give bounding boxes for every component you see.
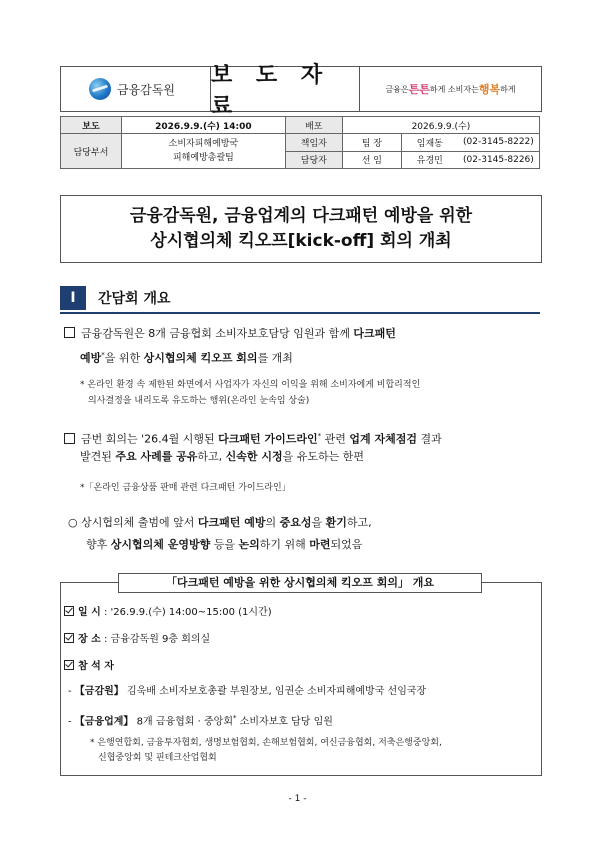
checkbox-checked-icon [64,633,74,643]
paragraph-1-cont [80,346,293,368]
overview-date-row [64,605,272,621]
overview-footnote-line-2: 신협중앙회 및 핀테크산업협회 [98,753,217,763]
press-header [60,63,542,119]
overview-attendees-row [64,659,114,675]
footnote-mark: * [317,432,322,440]
paragraph-3 [68,514,372,532]
slogan-emphasis: 튼튼 [408,83,430,96]
footnote-mark: * [232,714,237,722]
headline-box [60,195,542,263]
team-name-line: 피해예방총괄팀 [172,153,234,163]
text: 상시협의체 출범에 앞서 [81,516,198,529]
text-emphasis: 상시협의체 킥오프 회의 [143,351,258,365]
dept-name [122,134,286,169]
dept-label: 담당부서 [61,134,122,169]
footnote-2: *「온라인 금융상품 판매 관련 다크패턴 가이드라인」 [80,483,291,493]
text: 금융감독원은 8개 금융협회 소비자보호담당 임원과 함께 [81,327,354,340]
text-emphasis: 상시협의체 운영방향 [110,538,211,551]
text-emphasis: 업계 자체점검 [349,432,417,446]
text-emphasis: 다크패턴 가이드라인 [218,432,318,446]
text-emphasis: 다크패턴 [353,327,396,340]
dist-date: 2026.9.9.(수) [342,117,539,134]
text-emphasis: 논의 [238,538,260,551]
text: 의 [265,516,280,529]
resp-label: 책임자 [285,134,342,152]
staff-phone: (02-3145-8226) [458,151,540,169]
slogan-emphasis: 행복 [478,83,501,96]
text: 하기 위해 [259,538,310,551]
paragraph-1 [64,325,396,343]
slogan-text: 하게 [500,84,516,94]
industry-attendees: 8개 금융협회 · 중앙회 [133,716,233,728]
slogan [360,67,541,111]
text: 하고, [197,450,226,463]
text-emphasis: 주요 사례를 공유 [115,450,198,463]
press-title: 보 도 자 료 [211,63,331,119]
text: 을 유도하는 한편 [282,450,365,463]
page-number: - 1 - [288,794,307,804]
paragraph-2 [64,427,442,449]
slogan-text: 금융은 [385,84,409,94]
text-emphasis: 신속한 시정 [225,450,283,463]
text-emphasis: 예방 [80,351,102,365]
fss-tag: 【금감원】 [74,686,124,697]
section-underline [60,312,540,314]
overview-footnote-line-1: * 은행연합회, 금융투자협회, 생명보험협회, 손해보험협회, 여신금융협회, 저축은행중앙회, [90,738,442,748]
text: 하고, [346,516,372,529]
attendee-industry-row [68,710,333,730]
text-emphasis: 중요성 [279,516,312,529]
text: 금번 회의는 '26.4월 시행된 [81,432,219,446]
overview-place-row [64,632,210,648]
text: 관련 [321,432,350,446]
report-label: 보도 [61,117,122,134]
attendee-fss-row [68,684,426,700]
footnote-1-line-1: * 온라인 환경 속 제한된 화면에서 사업자가 자신의 이익을 위해 소비자에게 비합리적인 [80,380,421,390]
square-bullet-icon [64,433,75,444]
resp-title: 팀 장 [342,134,401,152]
release-info-table [60,116,540,169]
text: 을 [311,516,326,529]
place-label: 장 소 [78,634,101,645]
industry-tag: 【금융업계】 [74,716,134,728]
section-title: 간담회 개요 [98,291,171,307]
headline-line-2: 상시협의체 킥오프[kick-off] 회의 개최 [150,231,452,251]
staff-label: 담당자 [285,151,342,169]
place-value: : 금융감독원 9층 회의실 [104,634,211,645]
report-date: 2026.9.9.(수) 14:00 [122,117,286,134]
industry-attendees-role: 소비자보호 담당 임원 [236,716,333,728]
overview-title: 「다크패턴 예방을 위한 상시협의체 킥오프 회의」 개요 [118,573,482,593]
paragraph-2-cont [80,448,364,466]
date-value: : '26.9.9.(수) 14:00~15:00 (1시간) [104,607,272,618]
dash-bullet: - [68,686,75,697]
footnote-mark: * [101,351,105,359]
staff-title: 선 임 [342,151,401,169]
dept-name-line: 소비자피해예방국 [168,139,239,149]
checkbox-checked-icon [64,606,74,616]
section-number: I [60,286,86,310]
text: 향후 [86,538,111,551]
fss-attendees: 김욱배 소비자보호총괄 부원장보, 임권순 소비자피해예방국 선임국장 [123,686,427,697]
attendees-label: 참 석 자 [78,661,114,672]
circle-bullet-icon: ○ [68,516,82,529]
checkbox-checked-icon [64,660,74,670]
text: 결과 [416,432,442,446]
org-logo [61,67,211,111]
staff-name: 유경민 [401,151,458,169]
text: 등을 [210,538,239,551]
text-emphasis: 다크패턴 예방 [197,516,266,529]
text: 되었음 [330,538,363,551]
org-name: 금융감독원 [117,82,175,97]
text-emphasis: 환기 [325,516,347,529]
date-label: 일 시 [78,607,101,618]
headline-line-1: 금융감독원, 금융업계의 다크패턴 예방을 위한 [129,206,473,226]
resp-phone: (02-3145-8222) [458,134,540,152]
dist-label: 배포 [285,117,342,134]
slogan-text: 하게 소비자는 [429,84,479,94]
square-bullet-icon [64,327,75,338]
text-emphasis: 마련 [309,538,331,551]
text: 를 개최 [257,351,293,365]
resp-name: 임재동 [401,134,458,152]
paragraph-3-cont [86,536,362,554]
dash-bullet: - [68,716,75,728]
text: 을 위한 [104,351,144,365]
fss-logo-icon [89,78,111,100]
section-header [60,286,189,310]
text: 발견된 [80,450,116,463]
footnote-1-line-2: 의사결정을 내리도록 유도하는 행위(온라인 눈속임 상술) [88,396,310,406]
press-title-cell [211,63,360,119]
